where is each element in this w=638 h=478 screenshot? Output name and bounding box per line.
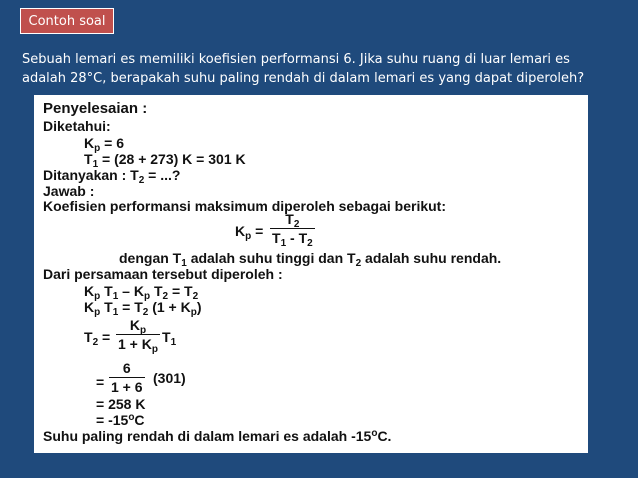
solution-panel (34, 95, 588, 453)
equation-3-t1: $T_1$ (162, 329, 177, 348)
known-kp: $K_p = 6$ (84, 135, 124, 154)
equation-4-eq: = (96, 374, 105, 390)
question-line-2: adalah 28°C, berapakah suhu paling rendah di dalam lemari es yang dapat diperoleh? (22, 71, 585, 86)
max-text: Koefisien performansi maksimum diperoleh sebagai berikut: (43, 198, 446, 214)
fraction-denominator: 1 + 6 (111, 379, 143, 395)
answer-label: Jawab : (43, 183, 95, 199)
formula-kp-lhs: $K_p$ = (235, 223, 264, 242)
known-label: Diketahui: (43, 118, 111, 134)
equation-2: $K_p$ $T_1 = T_2$ $(1 + K_p)$ (84, 299, 202, 318)
fraction-bar (109, 377, 145, 378)
solution-heading: Penyelesaian : (43, 100, 148, 117)
fraction-numerator: $T_2$ (285, 211, 300, 230)
fraction-denominator: $T_1 - T_2$ (272, 230, 313, 249)
question-line-1: Sebuah lemari es memiliki koefisien performansi 6. Jika suhu ruang di luar lemari es (22, 52, 570, 67)
equation-4-value: (301) (153, 370, 186, 386)
equation-1: $K_p$ $T_1 - K_p$ $T_2 = T_2$ (84, 283, 199, 302)
equation-3-lhs: $T_2$ = (84, 329, 111, 348)
fraction-bar (116, 334, 160, 335)
formula-kp-fraction (270, 211, 315, 249)
result-celsius: = $-15^oC$ (96, 412, 145, 428)
question-text (22, 50, 622, 88)
fraction-bar (270, 228, 315, 229)
with-text: dengan $T_1$ adalah suhu tinggi dan $T_2$ adalah suhu rendah. (119, 250, 502, 269)
equation-3-fraction (116, 317, 160, 355)
from-text: Dari persamaan tersebut diperoleh : (43, 266, 283, 282)
fraction-numerator: 6 (122, 360, 131, 376)
fraction-numerator: $K_p$ (129, 317, 147, 336)
known-t1: $T_1 = (28 + 273) K = 301$ K (84, 151, 246, 170)
fraction-denominator: $1 + K_p$ (118, 336, 158, 355)
equation-4-fraction (109, 360, 145, 395)
result-kelvin: = 258 K (96, 396, 146, 412)
asked-line: Ditanyakan : $T_2$ = ...? (43, 167, 181, 186)
contoh-soal-badge: Contoh soal (20, 8, 114, 34)
conclusion-text: Suhu paling rendah di dalam lemari es adalah -15$^o$C. (43, 428, 392, 444)
